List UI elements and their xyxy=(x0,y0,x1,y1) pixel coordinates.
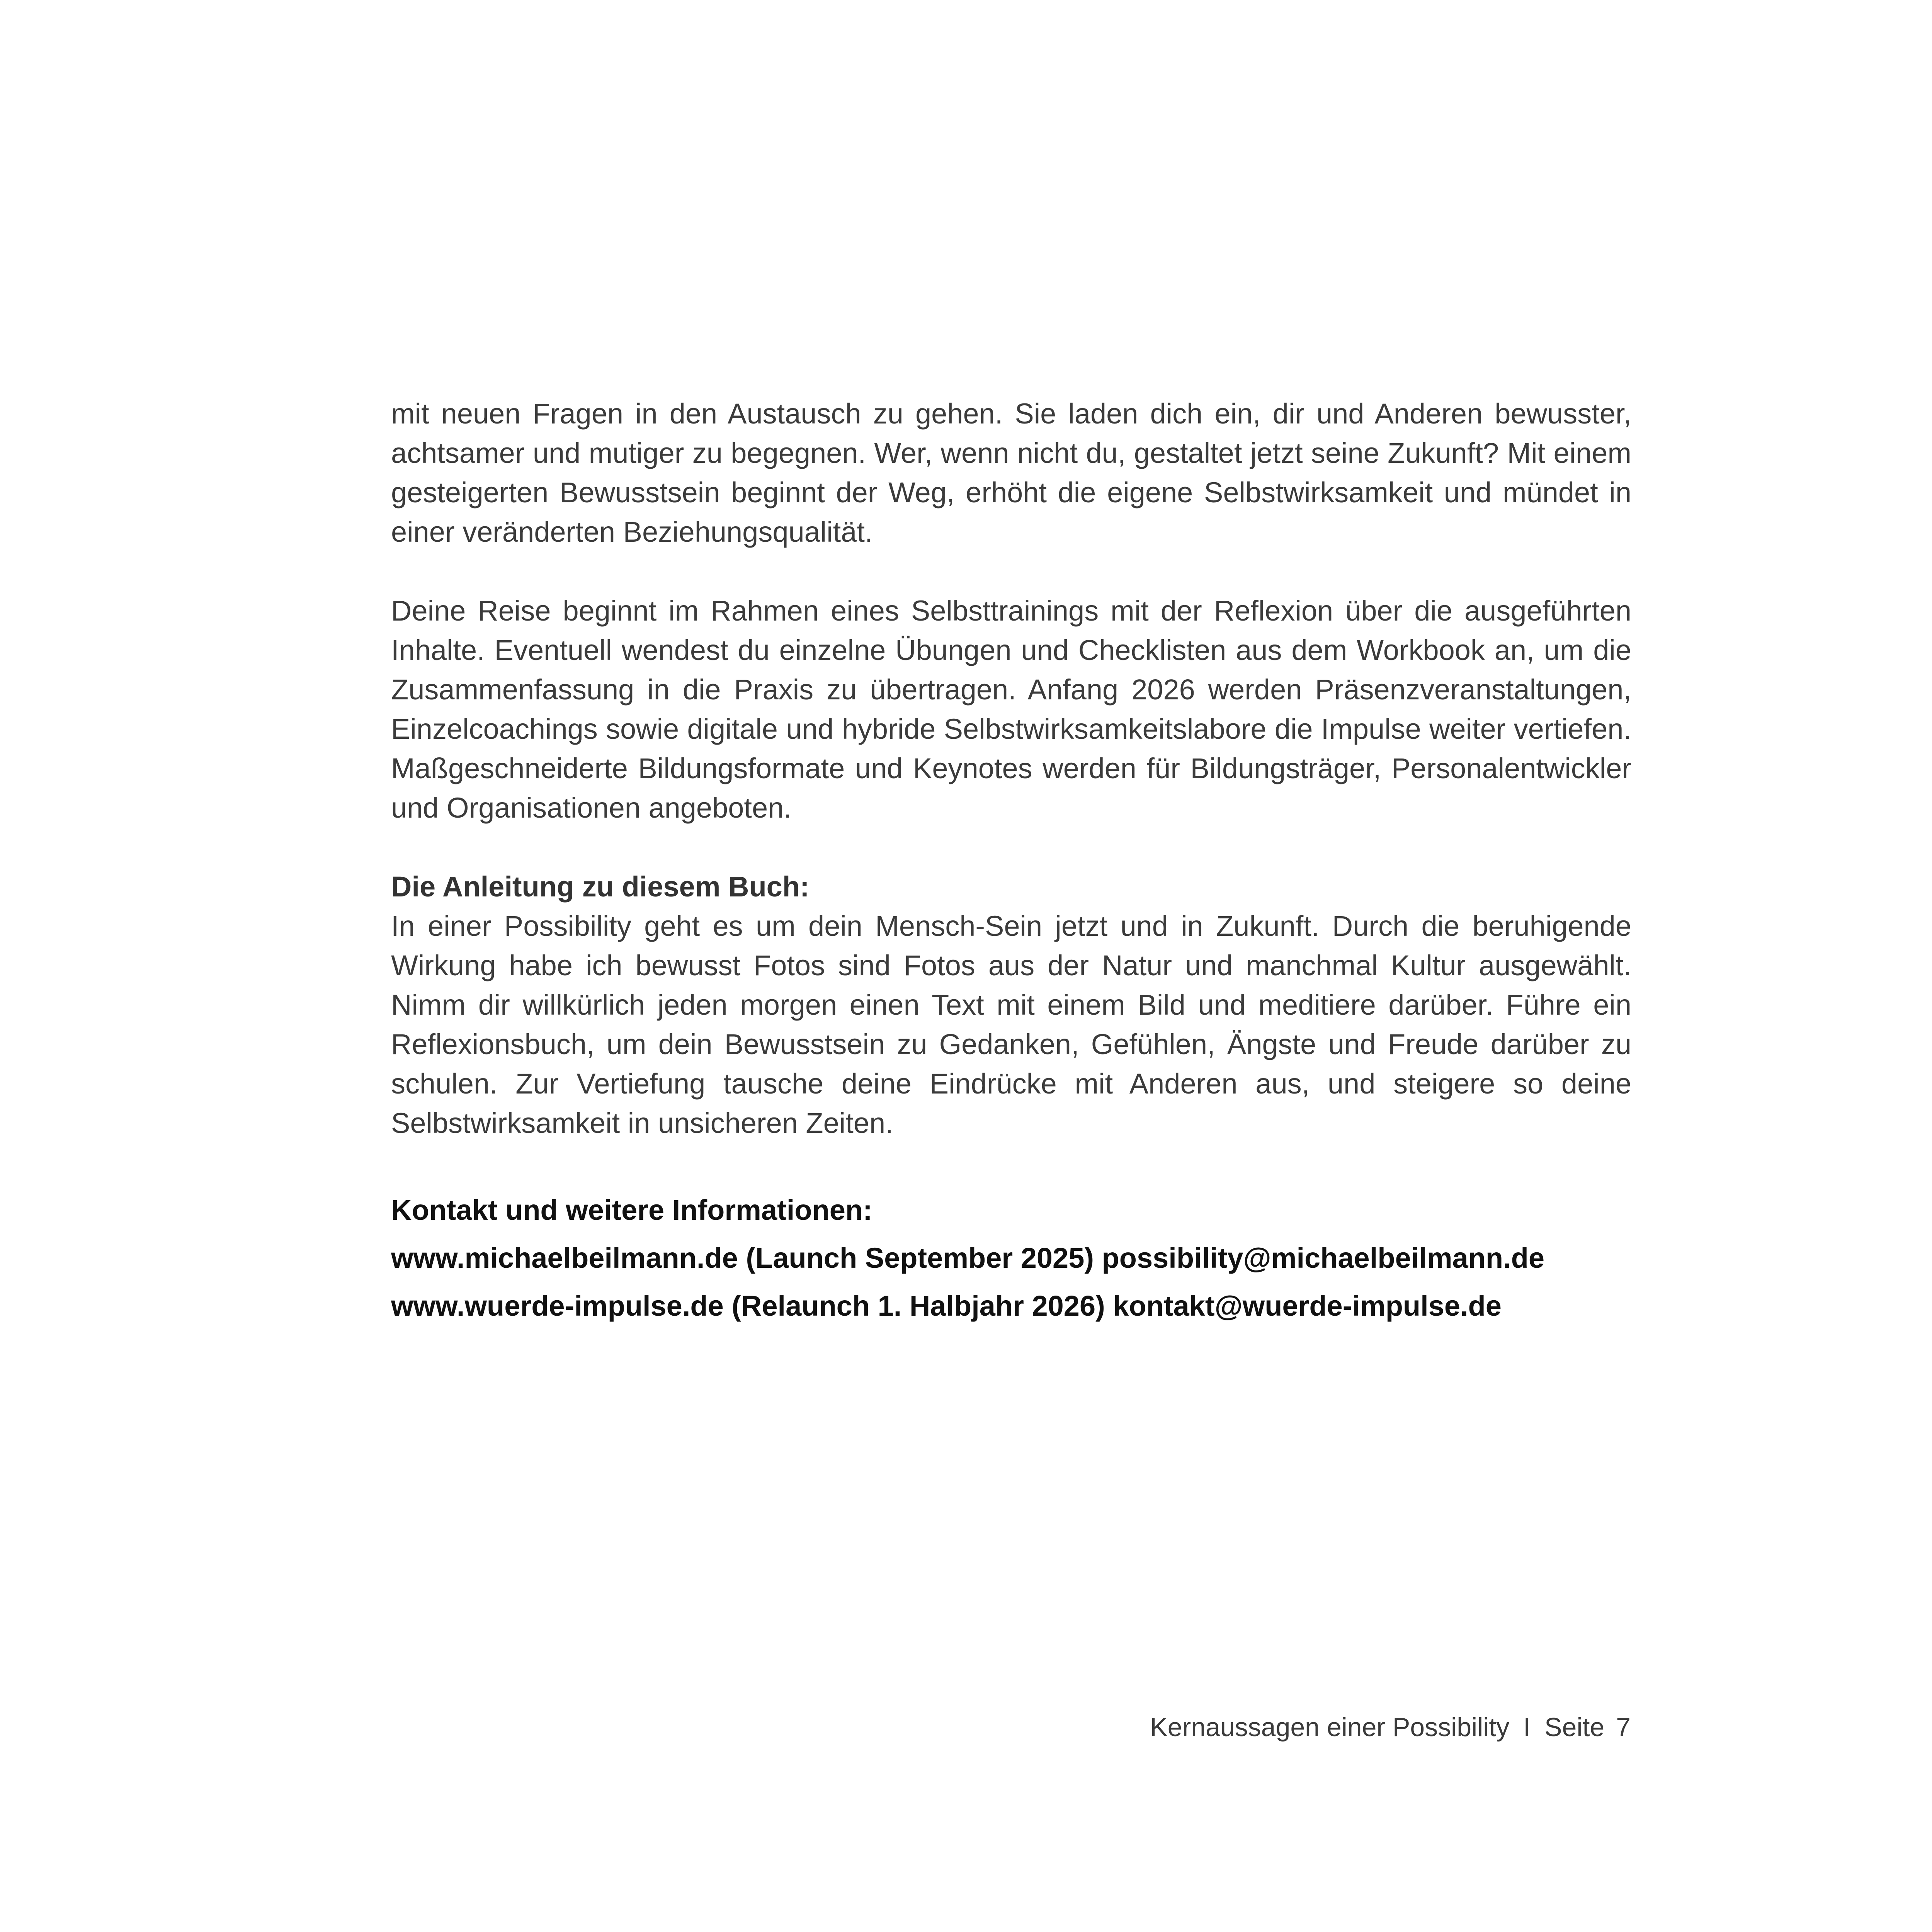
guide-paragraph: In einer Possibility geht es um dein Mensch-Sein jetzt und in Zukunft. Durch die beruhigende Wirkung habe ich bewusst Fotos sind Fotos aus der Natur und manchmal Kultur ausgewählt. Nimm dir willkürlich jeden morgen einen Text mit einem Bild und meditiere darüber. Führe ein Reflexionsbuch, um dein Bewusstsein zu Gedanken, Gefühlen, Ängste und Freude darüber zu schulen. Zur Vertiefung tausche deine Eindrücke mit Anderen aus, und steigere so deine Selbstwirksamkeit in unsicheren Zeiten. xyxy=(391,910,1631,1139)
contact-line-wuerde-impulse: www.wuerde-impulse.de (Relaunch 1. Halbjahr 2026) kontakt@wuerde-impulse.de xyxy=(391,1290,1502,1322)
contact-section xyxy=(391,1186,1666,1330)
guide-heading: Die Anleitung zu diesem Buch: xyxy=(391,871,810,903)
footer-separator: I xyxy=(1523,1713,1531,1742)
contact-heading: Kontakt und weitere Informationen: xyxy=(391,1194,872,1226)
page-number: 7 xyxy=(1616,1713,1631,1742)
footer-page-label: Seite xyxy=(1544,1713,1605,1742)
page-footer xyxy=(1150,1708,1631,1747)
contact-line-michaelbeilmann: www.michaelbeilmann.de (Launch September 2025) possibility@michaelbeilmann.de xyxy=(391,1242,1545,1274)
footer-section-title: Kernaussagen einer Possibility xyxy=(1150,1713,1510,1742)
main-text xyxy=(391,394,1631,1143)
paragraph-journey: Deine Reise beginnt im Rahmen eines Selbsttrainings mit der Reflexion über die ausgeführten Inhalte. Eventuell wendest du einzelne Übungen und Checklisten aus dem Workbook an, um die Zusammenfassung in die Praxis zu übertragen. Anfang 2026 werden Präsenzveranstaltungen, Einzelcoachings sowie digitale und hybride Selbstwirksamkeitslabore die Impulse weiter vertiefen. Maßgeschneiderte Bildungsformate und Keynotes werden für Bildungsträger, Personalentwickler und Organisationen angeboten. xyxy=(391,595,1631,824)
paragraph-intro: mit neuen Fragen in den Austausch zu gehen. Sie laden dich ein, dir und Anderen bewusster, achtsamer und mutiger zu begegnen. Wer, wenn nicht du, gestaltet jetzt seine Zukunft? Mit einem gesteigerten Bewusstsein beginnt der Weg, erhöht die eigene Selbstwirksamkeit und mündet in einer veränderten Beziehungsqualität. xyxy=(391,398,1631,548)
